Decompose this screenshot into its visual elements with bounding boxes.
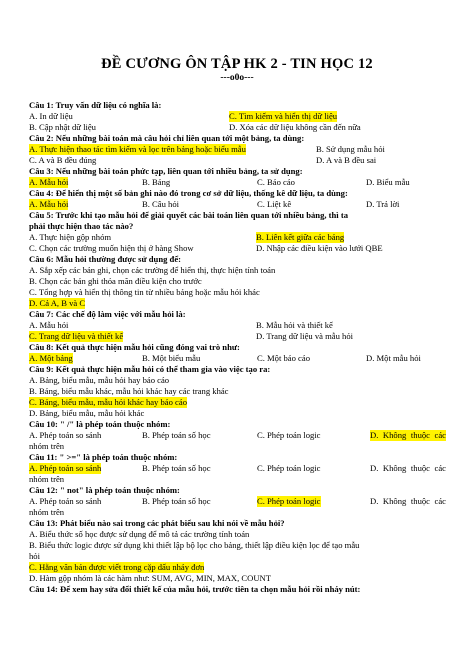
question-14-stem: Câu 14: Để xem hay sửa đổi thiết kế của mẫu hỏi, trước tiên ta chọn mẫu hỏi rồi nháy nút:: [29, 584, 361, 594]
q12-option-a: A. Phép toán so sánh: [29, 496, 102, 506]
question-9-stem: Câu 9: Kết quả thực hiện mẫu hỏi có thể tham gia vào việc tạo ra:: [29, 364, 271, 374]
q4-option-a-answer: A. Mẫu hỏi: [29, 199, 69, 209]
q5-option-a: A. Thực hiện gộp nhóm: [29, 232, 112, 242]
q13-option-d: D. Hàm gộp nhóm là các hàm như: SUM, AVG, MIN, MAX, COUNT: [29, 573, 272, 583]
q13-option-c-answer: C. Hằng văn bản được viết trong cặp dấu nháy đơn: [29, 562, 205, 572]
q5-option-d: D. Nhập các điều kiện vào lưới QBE: [256, 243, 383, 253]
q11-option-d: D. Không thuộc các: [370, 463, 446, 473]
q7-option-b: B. Mẫu hỏi và thiết kế: [256, 320, 333, 330]
q12-option-c-answer: C. Phép toán logic: [257, 496, 321, 506]
question-4-stem: Câu 4: Để hiển thị một số bản ghi nào đó trong cơ sở dữ liệu, thống kê dữ liệu, ta dùng:: [29, 188, 348, 198]
q5-option-b-answer: B. Liên kết giữa các bảng: [256, 232, 345, 242]
q4-option-d: D. Trả lời: [366, 199, 400, 209]
q8-option-b: B. Một biểu mẫu: [142, 353, 201, 363]
document-title: ĐỀ CƯƠNG ÔN TẬP HK 2 - TIN HỌC 12: [101, 56, 373, 72]
q3-option-b: B. Bảng: [142, 177, 171, 187]
q4-option-b: B. Câu hỏi: [142, 199, 180, 209]
q7-option-d: D. Trang dữ liệu và mẫu hỏi: [256, 331, 354, 341]
q6-option-d-answer: D. Cả A, B và C: [29, 298, 86, 308]
question-1-stem: Câu 1: Truy vấn dữ liệu có nghĩa là:: [29, 100, 162, 110]
q13-option-b: B. Biểu thức logic được sử dụng khi thiết lập bộ lọc cho bảng, thiết lập điều kiện lọc để tạo mẫu: [29, 540, 360, 550]
q9-option-c-answer: C. Bảng, biểu mẫu, mẫu hỏi khác hay báo cáo: [29, 397, 187, 407]
question-3-stem: Câu 3: Nếu những bài toán phức tạp, liên quan tới nhiều bảng, ta sử dụng:: [29, 166, 303, 176]
q12-option-d: D. Không thuộc các: [370, 496, 446, 506]
question-12-stem: Câu 12: " not" là phép toán thuộc nhóm:: [29, 485, 180, 495]
q10-option-a: A. Phép toán so sánh: [29, 430, 102, 440]
q2-option-b: B. Sử dụng mẫu hỏi: [316, 144, 385, 154]
q6-option-a: A. Sắp xếp các bản ghi, chọn các trường để hiển thị, thực hiện tính toán: [29, 265, 276, 275]
q5-option-c: C. Chọn các trường muốn hiện thị ở hàng Show: [29, 243, 194, 253]
q12-option-d-cont: nhóm trên: [29, 507, 65, 517]
q2-option-c: C. A và B đều đúng: [29, 155, 97, 165]
q1-option-a: A. In dữ liệu: [29, 111, 73, 121]
q2-option-a-answer: A. Thực hiện thao tác tìm kiếm và lọc trên bảng hoặc biểu mẫu: [29, 144, 246, 154]
question-11-stem: Câu 11: " >=" là phép toán thuộc nhóm:: [29, 452, 178, 462]
q3-option-c: C. Báo cáo: [257, 177, 295, 187]
q10-option-c: C. Phép toán logic: [257, 430, 321, 440]
q10-option-d-answer: D. Không thuộc các: [370, 430, 446, 440]
question-7-stem: Câu 7: Các chế độ làm việc với mẫu hỏi là:: [29, 309, 186, 319]
q1-option-c-answer: C. Tìm kiếm và hiển thị dữ liệu: [229, 111, 338, 121]
document-subtitle: ---o0o---: [220, 73, 254, 83]
question-13-stem: Câu 13: Phát biểu nào sai trong các phát biểu sau khi nói về mẫu hỏi?: [29, 518, 285, 528]
q11-option-d-cont: nhóm trên: [29, 474, 65, 484]
q10-option-b: B. Phép toán số học: [142, 430, 211, 440]
q10-option-d-cont: nhóm trên: [29, 441, 65, 451]
question-8-stem: Câu 8: Kết quả thực hiện mẫu hỏi cũng đóng vai trò như:: [29, 342, 240, 352]
q2-option-d: D. A và B đều sai: [316, 155, 377, 165]
q12-option-b: B. Phép toán số học: [142, 496, 211, 506]
q9-option-d: D. Bảng, biểu mẫu, mẫu hỏi khác: [29, 408, 145, 418]
q3-option-d: D. Biểu mẫu: [366, 177, 410, 187]
question-5-stem-line2: phải thực hiện thao tác nào?: [29, 221, 134, 231]
q11-option-b: B. Phép toán số học: [142, 463, 211, 473]
q7-option-c-answer: C. Trang dữ liệu và thiết kế: [29, 331, 124, 341]
q9-option-b: B. Bảng, biểu mẫu khác, mẫu hỏi khác hay các trang khác: [29, 386, 229, 396]
q11-option-a-answer: A. Phép toán so sánh: [29, 463, 102, 473]
q13-option-a: A. Biểu thức số học được sử dụng để mô tả các trường tính toán: [29, 529, 250, 539]
question-2-stem: Câu 2: Nếu những bài toán mà câu hỏi chỉ liên quan tới một bảng, ta dùng:: [29, 133, 305, 143]
q6-option-c: C. Tổng hợp và hiển thị thông tin từ nhiều bảng hoặc mẫu hỏi khác: [29, 287, 260, 297]
q6-option-b: B. Chọn các bản ghi thỏa mãn điều kiện cho trước: [29, 276, 202, 286]
question-5-stem-line1: Câu 5: Trước khi tạo mẫu hỏi để giải quyết các bài toán liên quan tới nhiều bảng, thì ta: [29, 210, 349, 220]
q11-option-c: C. Phép toán logic: [257, 463, 321, 473]
q13-option-b-cont: hỏi: [29, 551, 40, 561]
q1-option-d: D. Xóa các dữ liệu không cần đến nữa: [229, 122, 361, 132]
q4-option-c: C. Liệt kê: [257, 199, 292, 209]
q8-option-a-answer: A. Một bảng: [29, 353, 73, 363]
q8-option-c: C. Một báo cáo: [257, 353, 310, 363]
q7-option-a: A. Mẫu hỏi: [29, 320, 69, 330]
q9-option-a: A. Bảng, biểu mẫu, mẫu hỏi hay báo cáo: [29, 375, 170, 385]
q8-option-d: D. Một mẫu hỏi: [366, 353, 421, 363]
q1-option-b: B. Cập nhật dữ liệu: [29, 122, 96, 132]
q3-option-a-answer: A. Mẫu hỏi: [29, 177, 69, 187]
question-10-stem: Câu 10: " /" là phép toán thuộc nhóm:: [29, 419, 171, 429]
question-6-stem: Câu 6: Mẫu hỏi thường được sử dụng để:: [29, 254, 182, 264]
